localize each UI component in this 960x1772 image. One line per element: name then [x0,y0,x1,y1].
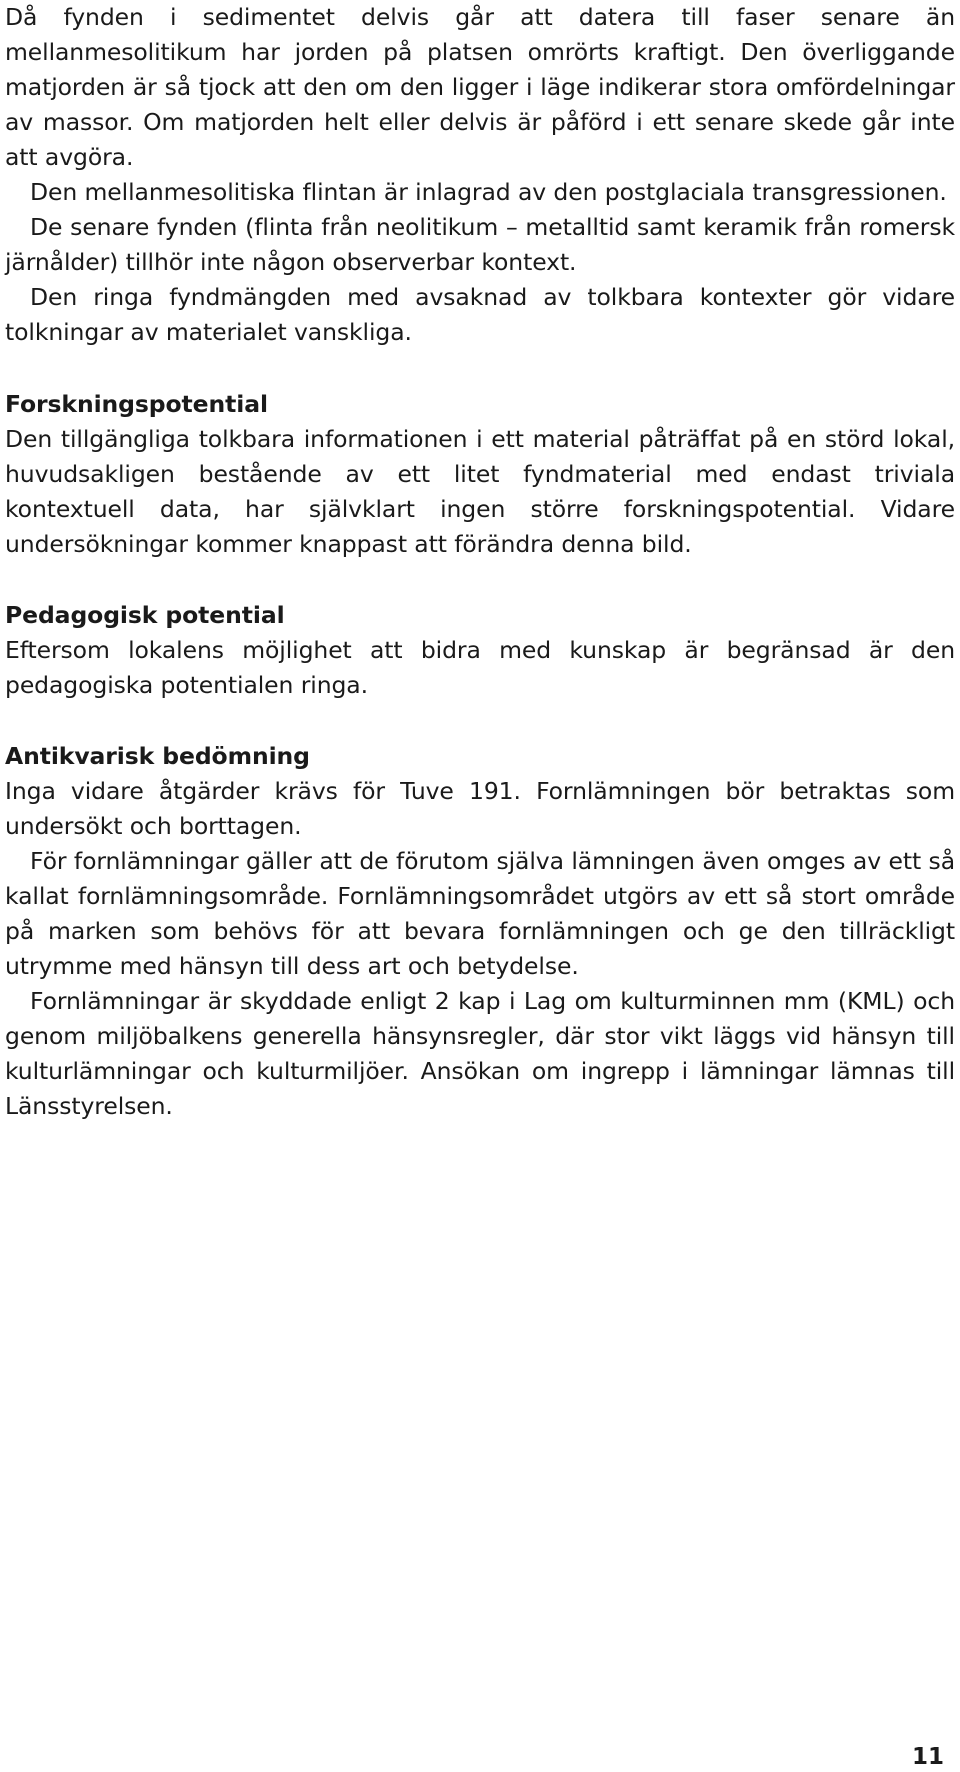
section-forskningspotential [5,387,955,562]
section-pedagogisk-potential [5,598,955,703]
section-paragraph: Den tillgängliga tolkbara informationen i ett material påträffat på en störd lokal, huvudsakligen bestående av ett litet fyndmaterial med endast triviala kontextuell data, har självklart ingen större forskningspotential. Vidare undersökningar kommer knappast att förändra denna bild. [5,425,955,558]
section-paragraph: Eftersom lokalens möjlighet att bidra med kunskap är begränsad är den pedagogiska potentialen ringa. [5,636,955,699]
section-paragraph: Inga vidare åtgärder krävs för Tuve 191. Fornlämningen bör betraktas som undersökt och borttagen. [5,777,955,840]
intro-paragraph-2: Den mellanmesolitiska flintan är inlagrad av den postglaciala transgressionen. [30,178,947,206]
section-heading: Forskningspotential [5,390,268,418]
page-number-label: 11 [911,1744,944,1770]
intro-paragraph-1: Då fynden i sedimentet delvis går att datera till faser senare än mellanmesolitikum har jorden på platsen omrörts kraftigt. Den överliggande matjorden är så tjock att den om den ligger i läge indikerar stora omfördelningar av massor. Om matjorden helt eller delvis är påförd i ett senare skede går inte att avgöra. [5,3,955,171]
section-heading: Pedagogisk potential [5,601,285,629]
section-paragraph: Fornlämningar är skyddade enligt 2 kap i Lag om kulturminnen mm (KML) och genom miljöbalkens generella hänsynsregler, där stor vikt läggs vid hänsyn till kulturlämningar och kulturmiljöer. Ansökan om ingrepp i lämningar lämnas till Länsstyrelsen. [5,987,955,1120]
document-page [5,0,955,1124]
section-heading: Antikvarisk bedömning [5,742,310,770]
intro-paragraph-4: Den ringa fyndmängden med avsaknad av tolkbara kontexter gör vidare tolkningar av materialet vanskliga. [5,283,955,346]
section-antikvarisk-bedomning [5,739,955,1124]
intro-block [5,0,955,350]
section-paragraph: För fornlämningar gäller att de förutom själva lämningen även omges av ett så kallat fornlämningsområde. Fornlämningsområdet utgörs av ett så stort område på marken som behövs för att bevara fornlämningen och ge den tillräckligt utrymme med hänsyn till dess art och betydelse. [5,847,955,980]
page-number [912,1744,944,1770]
intro-paragraph-3: De senare fynden (flinta från neolitikum – metalltid samt keramik från romersk järnålder) tillhör inte någon observerbar kontext. [5,213,955,276]
